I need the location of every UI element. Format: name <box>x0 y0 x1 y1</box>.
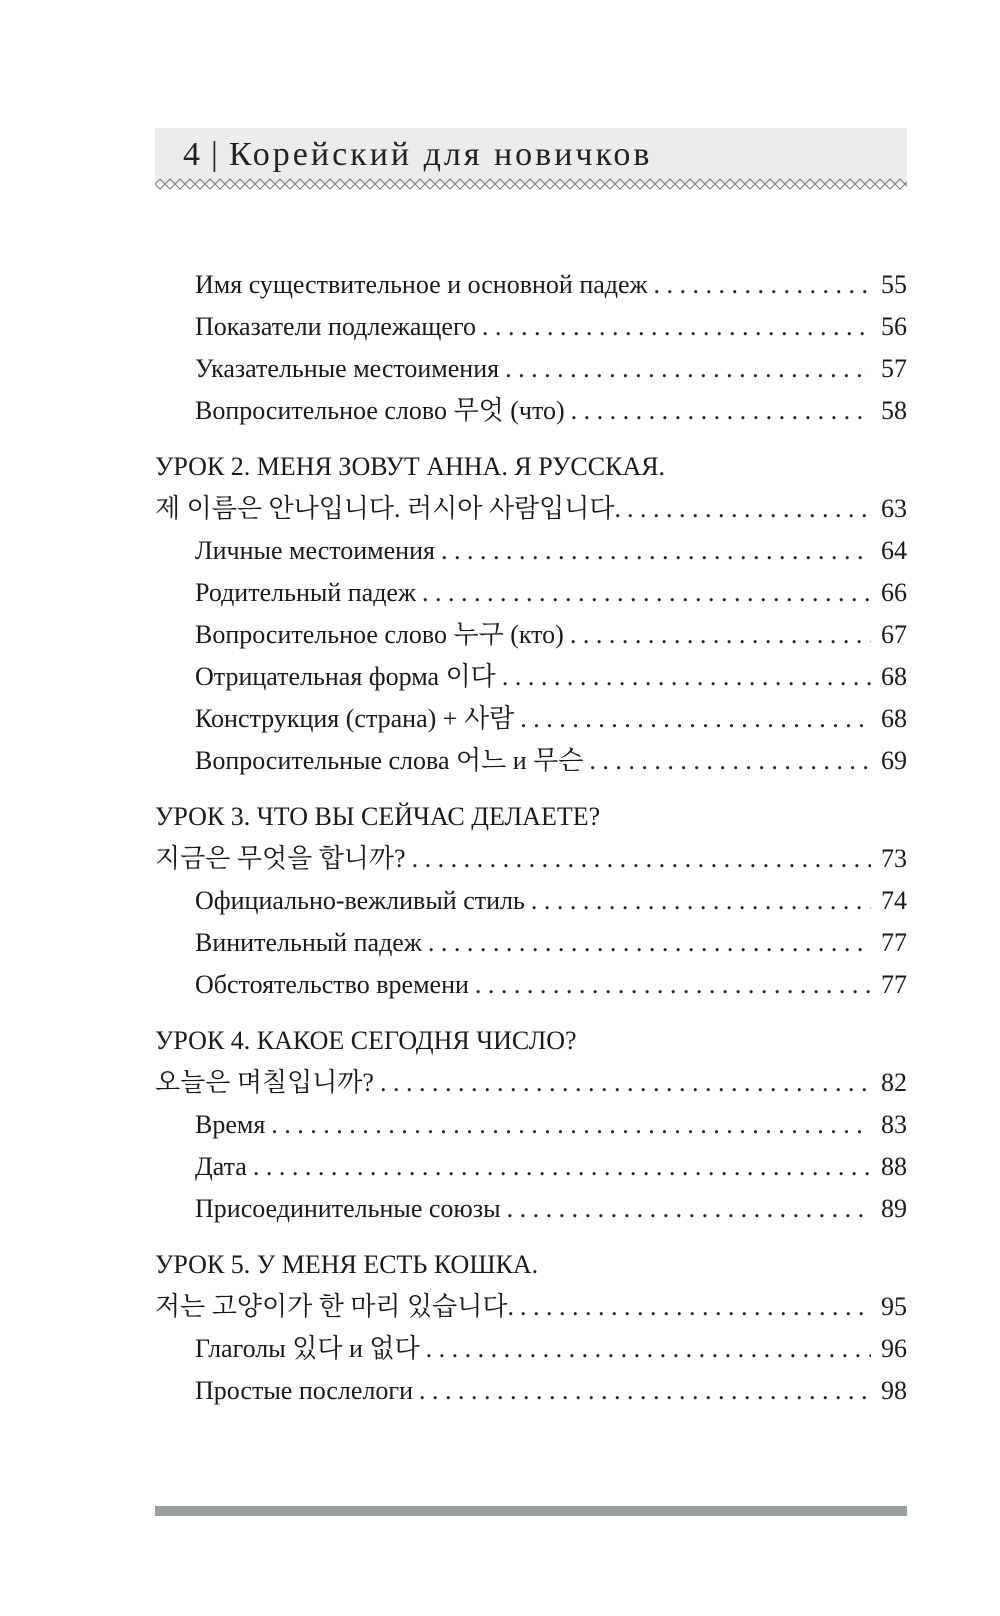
toc-item-page: 88 <box>881 1152 907 1181</box>
header-text <box>183 136 652 174</box>
toc-item-page: 77 <box>881 970 907 999</box>
toc-item[interactable] <box>155 264 907 306</box>
toc-item-title: Родительный падеж <box>195 578 416 607</box>
toc-item[interactable] <box>155 880 907 922</box>
toc-item[interactable] <box>155 306 907 348</box>
dot-leader <box>380 1062 871 1104</box>
toc-item-page: 56 <box>881 312 907 341</box>
header-page-number: 4 <box>183 136 203 173</box>
lesson-korean-title: 저는 고양이가 한 마리 있습니다. <box>155 1292 515 1321</box>
lesson-korean-title: 제 이름은 안나입니다. 러시아 사람입니다. <box>155 494 621 523</box>
toc-item-page: 68 <box>881 662 907 691</box>
header-ornament <box>155 178 907 190</box>
dot-leader <box>520 698 871 740</box>
header-book-title: Корейский для новичков <box>228 136 653 173</box>
toc-item-page: 96 <box>881 1334 907 1363</box>
lesson-korean-title: 오늘은 며칠입니까? <box>155 1068 374 1097</box>
dot-leader <box>570 614 871 656</box>
toc-item-title: Дата <box>195 1152 247 1181</box>
lesson-4 <box>155 1020 907 1230</box>
toc-item-title: Простые послелоги <box>195 1376 414 1405</box>
toc-item[interactable] <box>155 1188 907 1230</box>
toc-item-title: Вопросительные слова 어느 и 무슨 <box>195 746 584 775</box>
dot-leader <box>589 740 871 782</box>
toc-item-page: 57 <box>881 354 907 383</box>
toc-item-title: Конструкция (страна) + 사람 <box>195 704 515 733</box>
running-header <box>155 128 907 184</box>
toc-item[interactable] <box>155 740 907 782</box>
dot-leader <box>654 264 872 306</box>
toc-item[interactable] <box>155 1146 907 1188</box>
toc-item-page: 69 <box>881 746 907 775</box>
lesson-page: 95 <box>881 1292 907 1321</box>
toc-item[interactable] <box>155 348 907 390</box>
lesson-3 <box>155 796 907 1006</box>
toc-item[interactable] <box>155 530 907 572</box>
toc-item-title: Имя существительное и основной падеж <box>195 270 648 299</box>
dot-leader <box>253 1146 871 1188</box>
dot-leader <box>505 348 871 390</box>
lesson-korean-entry[interactable] <box>155 488 907 530</box>
toc-item-page: 98 <box>881 1376 907 1405</box>
lesson-korean-entry[interactable] <box>155 1286 907 1328</box>
toc-item-page: 55 <box>881 270 907 299</box>
toc-item[interactable] <box>155 1328 907 1370</box>
toc-item-page: 83 <box>881 1110 907 1139</box>
toc-item[interactable] <box>155 572 907 614</box>
toc-item-page: 67 <box>881 620 907 649</box>
toc-item-title: Обстоятельство времени <box>195 970 469 999</box>
dot-leader <box>482 306 871 348</box>
dot-leader <box>412 838 871 880</box>
dot-leader <box>428 922 871 964</box>
dot-leader <box>571 390 871 432</box>
toc-item-page: 77 <box>881 928 907 957</box>
toc-item-title: Винительный падеж <box>195 928 422 957</box>
toc-item[interactable] <box>155 964 907 1006</box>
lesson-page: 82 <box>881 1068 907 1097</box>
toc-item-page: 66 <box>881 578 907 607</box>
dot-leader <box>627 488 871 530</box>
toc-item-title: Глаголы 있다 и 없다 <box>195 1334 420 1363</box>
toc-item[interactable] <box>155 1104 907 1146</box>
dot-leader <box>531 880 871 922</box>
lesson-korean-entry[interactable] <box>155 838 907 880</box>
toc-item-page: 89 <box>881 1194 907 1223</box>
dot-leader <box>502 656 871 698</box>
toc-item[interactable] <box>155 390 907 432</box>
lesson-title[interactable]: УРОК 4. КАКОЕ СЕГОДНЯ ЧИСЛО? <box>155 1026 577 1055</box>
lesson-5 <box>155 1244 907 1412</box>
lesson-title[interactable]: УРОК 2. МЕНЯ ЗОВУТ АННА. Я РУССКАЯ. <box>155 452 666 481</box>
dot-leader <box>422 572 871 614</box>
toc-item-title: Указательные местоимения <box>195 354 500 383</box>
toc-item-title: Вопросительное слово 누구 (кто) <box>195 620 564 649</box>
dot-leader <box>419 1370 871 1412</box>
lesson-korean-entry[interactable] <box>155 1062 907 1104</box>
toc-item[interactable] <box>155 698 907 740</box>
toc-item-title: Личные местоимения <box>195 536 435 565</box>
toc-item-title: Официально-вежливый стиль <box>195 886 525 915</box>
table-of-contents <box>155 264 907 1412</box>
dot-leader <box>507 1188 871 1230</box>
toc-item-title: Отрицательная форма 이다 <box>195 662 496 691</box>
toc-item[interactable] <box>155 1370 907 1412</box>
dot-leader <box>441 530 871 572</box>
lesson-2 <box>155 446 907 782</box>
lesson-title[interactable]: УРОК 3. ЧТО ВЫ СЕЙЧАС ДЕЛАЕТЕ? <box>155 802 601 831</box>
toc-item-page: 74 <box>881 886 907 915</box>
toc-item-page: 68 <box>881 704 907 733</box>
lesson-page: 73 <box>881 844 907 873</box>
lesson-page: 63 <box>881 494 907 523</box>
toc-item[interactable] <box>155 614 907 656</box>
intro-items <box>155 264 907 432</box>
toc-item-title: Время <box>195 1110 266 1139</box>
header-separator: | <box>211 136 221 173</box>
toc-item-page: 58 <box>881 396 907 425</box>
dot-leader <box>520 1286 871 1328</box>
toc-item-title: Показатели подлежащего <box>195 312 476 341</box>
toc-item-page: 64 <box>881 536 907 565</box>
lesson-korean-title: 지금은 무엇을 합니까? <box>155 844 406 873</box>
footer-rule <box>155 1506 907 1516</box>
lesson-title[interactable]: УРОК 5. У МЕНЯ ЕСТЬ КОШКА. <box>155 1250 539 1279</box>
dot-leader <box>475 964 871 1006</box>
toc-item-title: Вопросительное слово 무엇 (что) <box>195 396 565 425</box>
dot-leader <box>426 1328 871 1370</box>
toc-item[interactable] <box>155 656 907 698</box>
toc-item-title: Присоединительные союзы <box>195 1194 501 1223</box>
dot-leader <box>271 1104 871 1146</box>
toc-item[interactable] <box>155 922 907 964</box>
